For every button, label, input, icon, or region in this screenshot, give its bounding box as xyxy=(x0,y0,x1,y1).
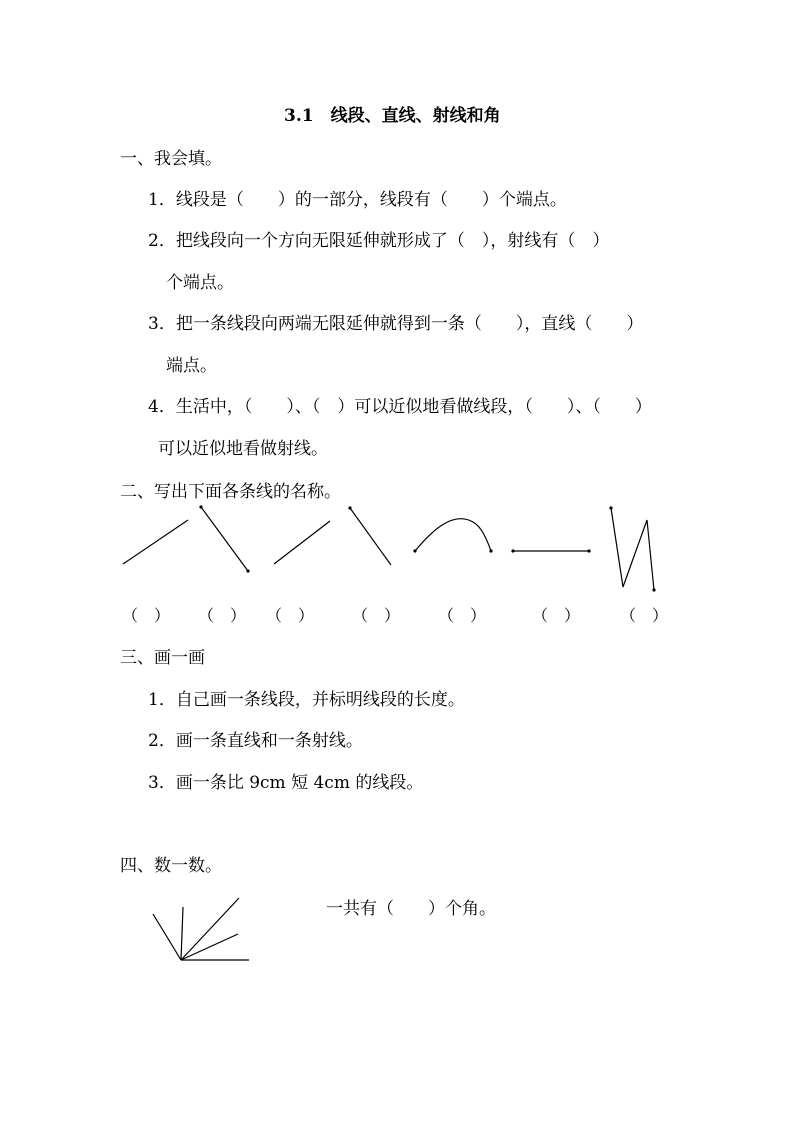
figure-5-endpoint xyxy=(489,549,492,552)
figure-6-endpoint xyxy=(511,549,514,552)
figure-1-blank[interactable]: （ ） xyxy=(122,606,171,625)
figure-5-curve xyxy=(415,519,491,551)
question-4-count-angles: 一共有（ ）个角。 xyxy=(326,899,496,919)
figure-6-endpoint xyxy=(587,549,590,552)
figure-4-blank[interactable]: （ ） xyxy=(352,606,401,625)
question-1-3-line1: 3．把一条线段向两端无限延伸就得到一条（ ），直线（ ） xyxy=(148,314,644,334)
figure-7-blank[interactable]: （ ） xyxy=(620,606,669,625)
section1-heading: 一、我会填。 xyxy=(120,149,222,169)
figure-1-line xyxy=(123,520,188,564)
figure-7-zigzag xyxy=(611,508,654,590)
figure-3-line xyxy=(274,521,330,564)
question-1-3-line2: 端点。 xyxy=(166,356,217,376)
question-1-4-line1: 4．生活中，（ ）、（ ）可以近似地看做线段，（ ）、（ ） xyxy=(148,397,652,417)
figure-5-blank[interactable]: （ ） xyxy=(438,606,487,625)
figure-5-endpoint xyxy=(413,549,416,552)
question-3-1: 1．自己画一条线段，并标明线段的长度。 xyxy=(148,690,465,710)
angle-ray-3 xyxy=(181,898,239,960)
angle-ray-1 xyxy=(153,914,181,960)
page-title: 3.1 线段、直线、射线和角 xyxy=(284,106,501,126)
section3-heading: 三、画一画 xyxy=(120,648,205,668)
figure-2-endpoint xyxy=(199,505,202,508)
question-3-3: 3．画一条比 9cm 短 4cm 的线段。 xyxy=(148,773,424,793)
angle-ray-2 xyxy=(181,907,183,960)
figure-4-ray xyxy=(350,508,391,565)
figure-4-endpoint xyxy=(348,506,351,509)
figure-2-segment xyxy=(201,507,248,571)
figure-6-blank[interactable]: （ ） xyxy=(532,606,581,625)
angle-ray-4 xyxy=(181,934,238,960)
figure-7-endpoint xyxy=(609,506,612,509)
figure-2-blank[interactable]: （ ） xyxy=(198,606,247,625)
section4-heading: 四、数一数。 xyxy=(120,856,222,876)
question-3-2: 2．画一条直线和一条射线。 xyxy=(148,731,363,751)
figure-3-blank[interactable]: （ ） xyxy=(266,606,315,625)
question-1-2-line2: 个端点。 xyxy=(166,273,234,293)
figure-7-endpoint xyxy=(652,588,655,591)
question-1-1: 1．线段是（ ）的一部分，线段有（ ）个端点。 xyxy=(148,190,567,210)
figure-2-endpoint xyxy=(246,569,249,572)
section2-heading: 二、写出下面各条线的名称。 xyxy=(120,482,341,502)
question-1-2-line1: 2．把线段向一个方向无限延伸就形成了（ ），射线有（ ） xyxy=(148,231,610,251)
question-1-4-line2: 可以近似地看做射线。 xyxy=(158,439,328,459)
